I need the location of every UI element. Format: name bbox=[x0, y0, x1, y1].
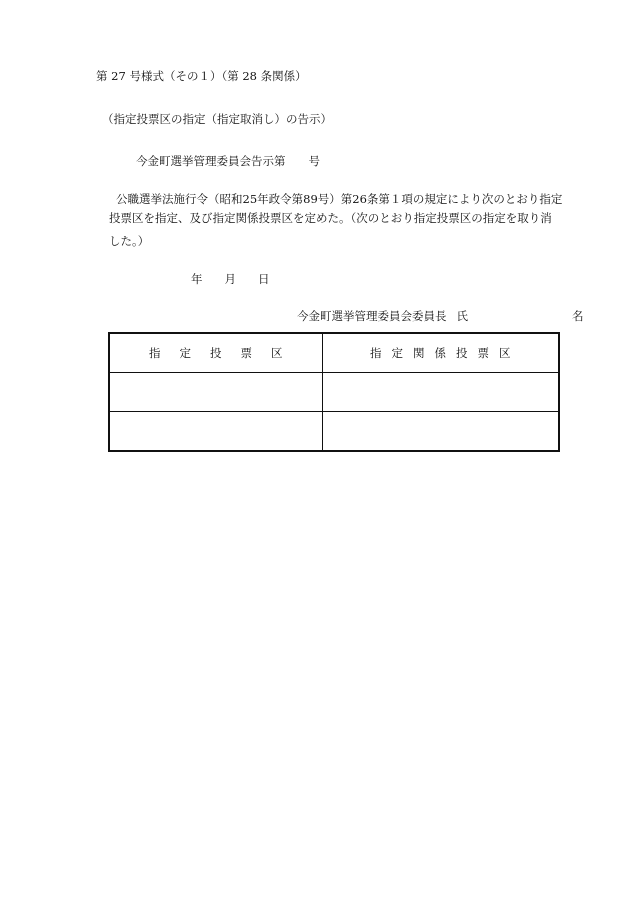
notice-subject: （指定投票区の指定（指定取消し）の告示） bbox=[102, 112, 332, 126]
date-line bbox=[191, 271, 270, 287]
table-cell bbox=[109, 412, 322, 452]
table-row bbox=[109, 412, 559, 452]
designation-table bbox=[108, 332, 560, 452]
header-designated-district: 指定投票区 bbox=[109, 333, 322, 373]
signer-line bbox=[297, 308, 584, 324]
table-cell bbox=[109, 373, 322, 412]
body-text-line-2: 投票区を指定、及び指定関係投票区を定めた。（次のとおり指定投票区の指定を取り消 bbox=[109, 211, 552, 225]
table-cell bbox=[322, 412, 559, 452]
signer-name-label-1: 氏 bbox=[456, 309, 468, 323]
signer-name-label-2: 名 bbox=[572, 309, 584, 323]
form-number: 第 27 号様式（その１）（第 28 条関係） bbox=[96, 69, 307, 83]
table-row bbox=[109, 373, 559, 412]
table-cell bbox=[322, 373, 559, 412]
notice-number: 今金町選挙管理委員会告示第 号 bbox=[136, 154, 320, 168]
signer-title: 今金町選挙管理委員会委員長 bbox=[297, 309, 447, 323]
table-header-row bbox=[109, 333, 559, 373]
date-year-label: 年 bbox=[191, 272, 203, 286]
date-day-label: 日 bbox=[258, 272, 270, 286]
header-related-district: 指定関係投票区 bbox=[322, 333, 559, 373]
body-text-line-3: した。） bbox=[109, 234, 150, 248]
body-text-line-1: 公職選挙法施行令（昭和25年政令第89号）第26条第１項の規定により次のとおり指定 bbox=[116, 192, 563, 206]
date-month-label: 月 bbox=[224, 272, 236, 286]
